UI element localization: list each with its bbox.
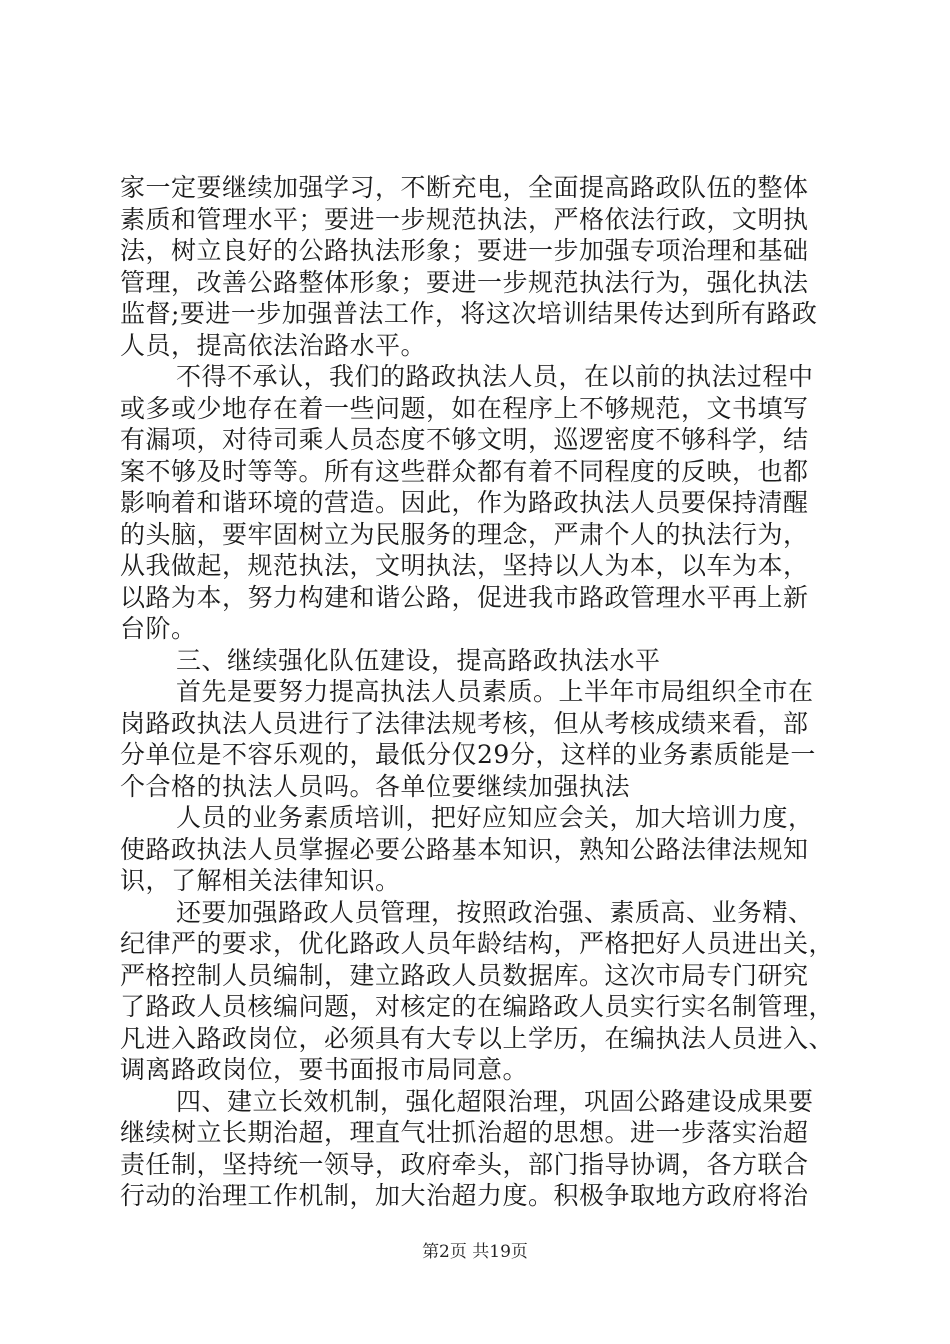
text-line: 案不够及时等等。所有这些群众都有着不同程度的反映，也都 [120,456,809,486]
text-line: 严格控制人员编制，建立路政人员数据库。这次市局专门研究 [120,960,809,990]
text-line: 人员，提高依法治路水平。 [120,330,427,360]
text-line: 或多或少地存在着一些问题，如在程序上不够规范，文书填写 [120,393,809,423]
text-line: 四、建立长效机制，强化超限治理，巩固公路建设成果要 [176,1086,814,1116]
text-line: 识，了解相关法律知识。 [120,866,401,895]
text-line: 管理，改善公路整体形象；要进一步规范执法行为，强化执法 [120,267,809,297]
text-line: 行动的治理工作机制，加大治超力度。积极争取地方政府将治 [120,1181,809,1210]
text-line: 家一定要继续加强学习，不断充电，全面提高路政队伍的整体 [120,173,809,202]
text-line: 了路政人员核编问题，对核定的在编路政人员实行实名制管理， [120,992,835,1021]
document-body [120,172,840,1212]
text-line: 责任制，坚持统一领导，政府牵头，部门指导协调，各方联合 [120,1149,809,1179]
page-number-footer: 第2页 共19页 [422,1242,528,1262]
text-line: 影响着和谐环境的营造。因此，作为路政执法人员要保持清醒 [120,488,809,517]
text-line: 三、继续强化队伍建设，提高路政执法水平 [176,645,661,675]
text-line: 分单位是不容乐观的，最低分仅29分，这样的业务素质能是一 [120,740,816,769]
text-line: 监督;要进一步加强普法工作，将这次培训结果传达到所有路政 [120,299,818,328]
text-line: 有漏项，对待司乘人员态度不够文明，巡逻密度不够科学，结 [120,425,809,454]
text-line: 台阶。 [120,614,197,643]
text-line: 人员的业务素质培训，把好应知应会关，加大培训力度， [176,803,814,832]
text-line: 个合格的执法人员吗。各单位要继续加强执法 [120,771,631,801]
text-line: 继续树立长期治超，理直气壮抓治超的思想。进一步落实治超 [120,1118,809,1147]
text-line: 法，树立良好的公路执法形象；要进一步加强专项治理和基础 [120,236,809,265]
text-line: 的头脑，要牢固树立为民服务的理念，严肃个人的执法行为， [120,519,809,549]
text-line: 纪律严的要求，优化路政人员年龄结构，严格把好人员进出关， [120,929,835,958]
text-line: 从我做起，规范执法，文明执法，坚持以人为本，以车为本， [120,551,809,580]
text-line: 调离路政岗位，要书面报市局同意。 [120,1055,529,1084]
text-line: 还要加强路政人员管理，按照政治强、素质高、业务精、 [176,897,814,927]
text-line: 岗路政执法人员进行了法律法规考核，但从考核成绩来看，部 [120,708,809,738]
text-line: 凡进入路政岗位，必须具有大专以上学历，在编执法人员进入、 [120,1023,835,1053]
text-line: 使路政执法人员掌握必要公路基本知识，熟知公路法律法规知 [120,834,809,864]
text-line: 以路为本，努力构建和谐公路，促进我市路政管理水平再上新 [120,582,809,612]
text-line: 不得不承认，我们的路政执法人员，在以前的执法过程中 [176,362,814,391]
text-line: 首先是要努力提高执法人员素质。上半年市局组织全市在 [176,677,814,706]
text-line: 素质和管理水平；要进一步规范执法，严格依法行政，文明执 [120,204,809,234]
